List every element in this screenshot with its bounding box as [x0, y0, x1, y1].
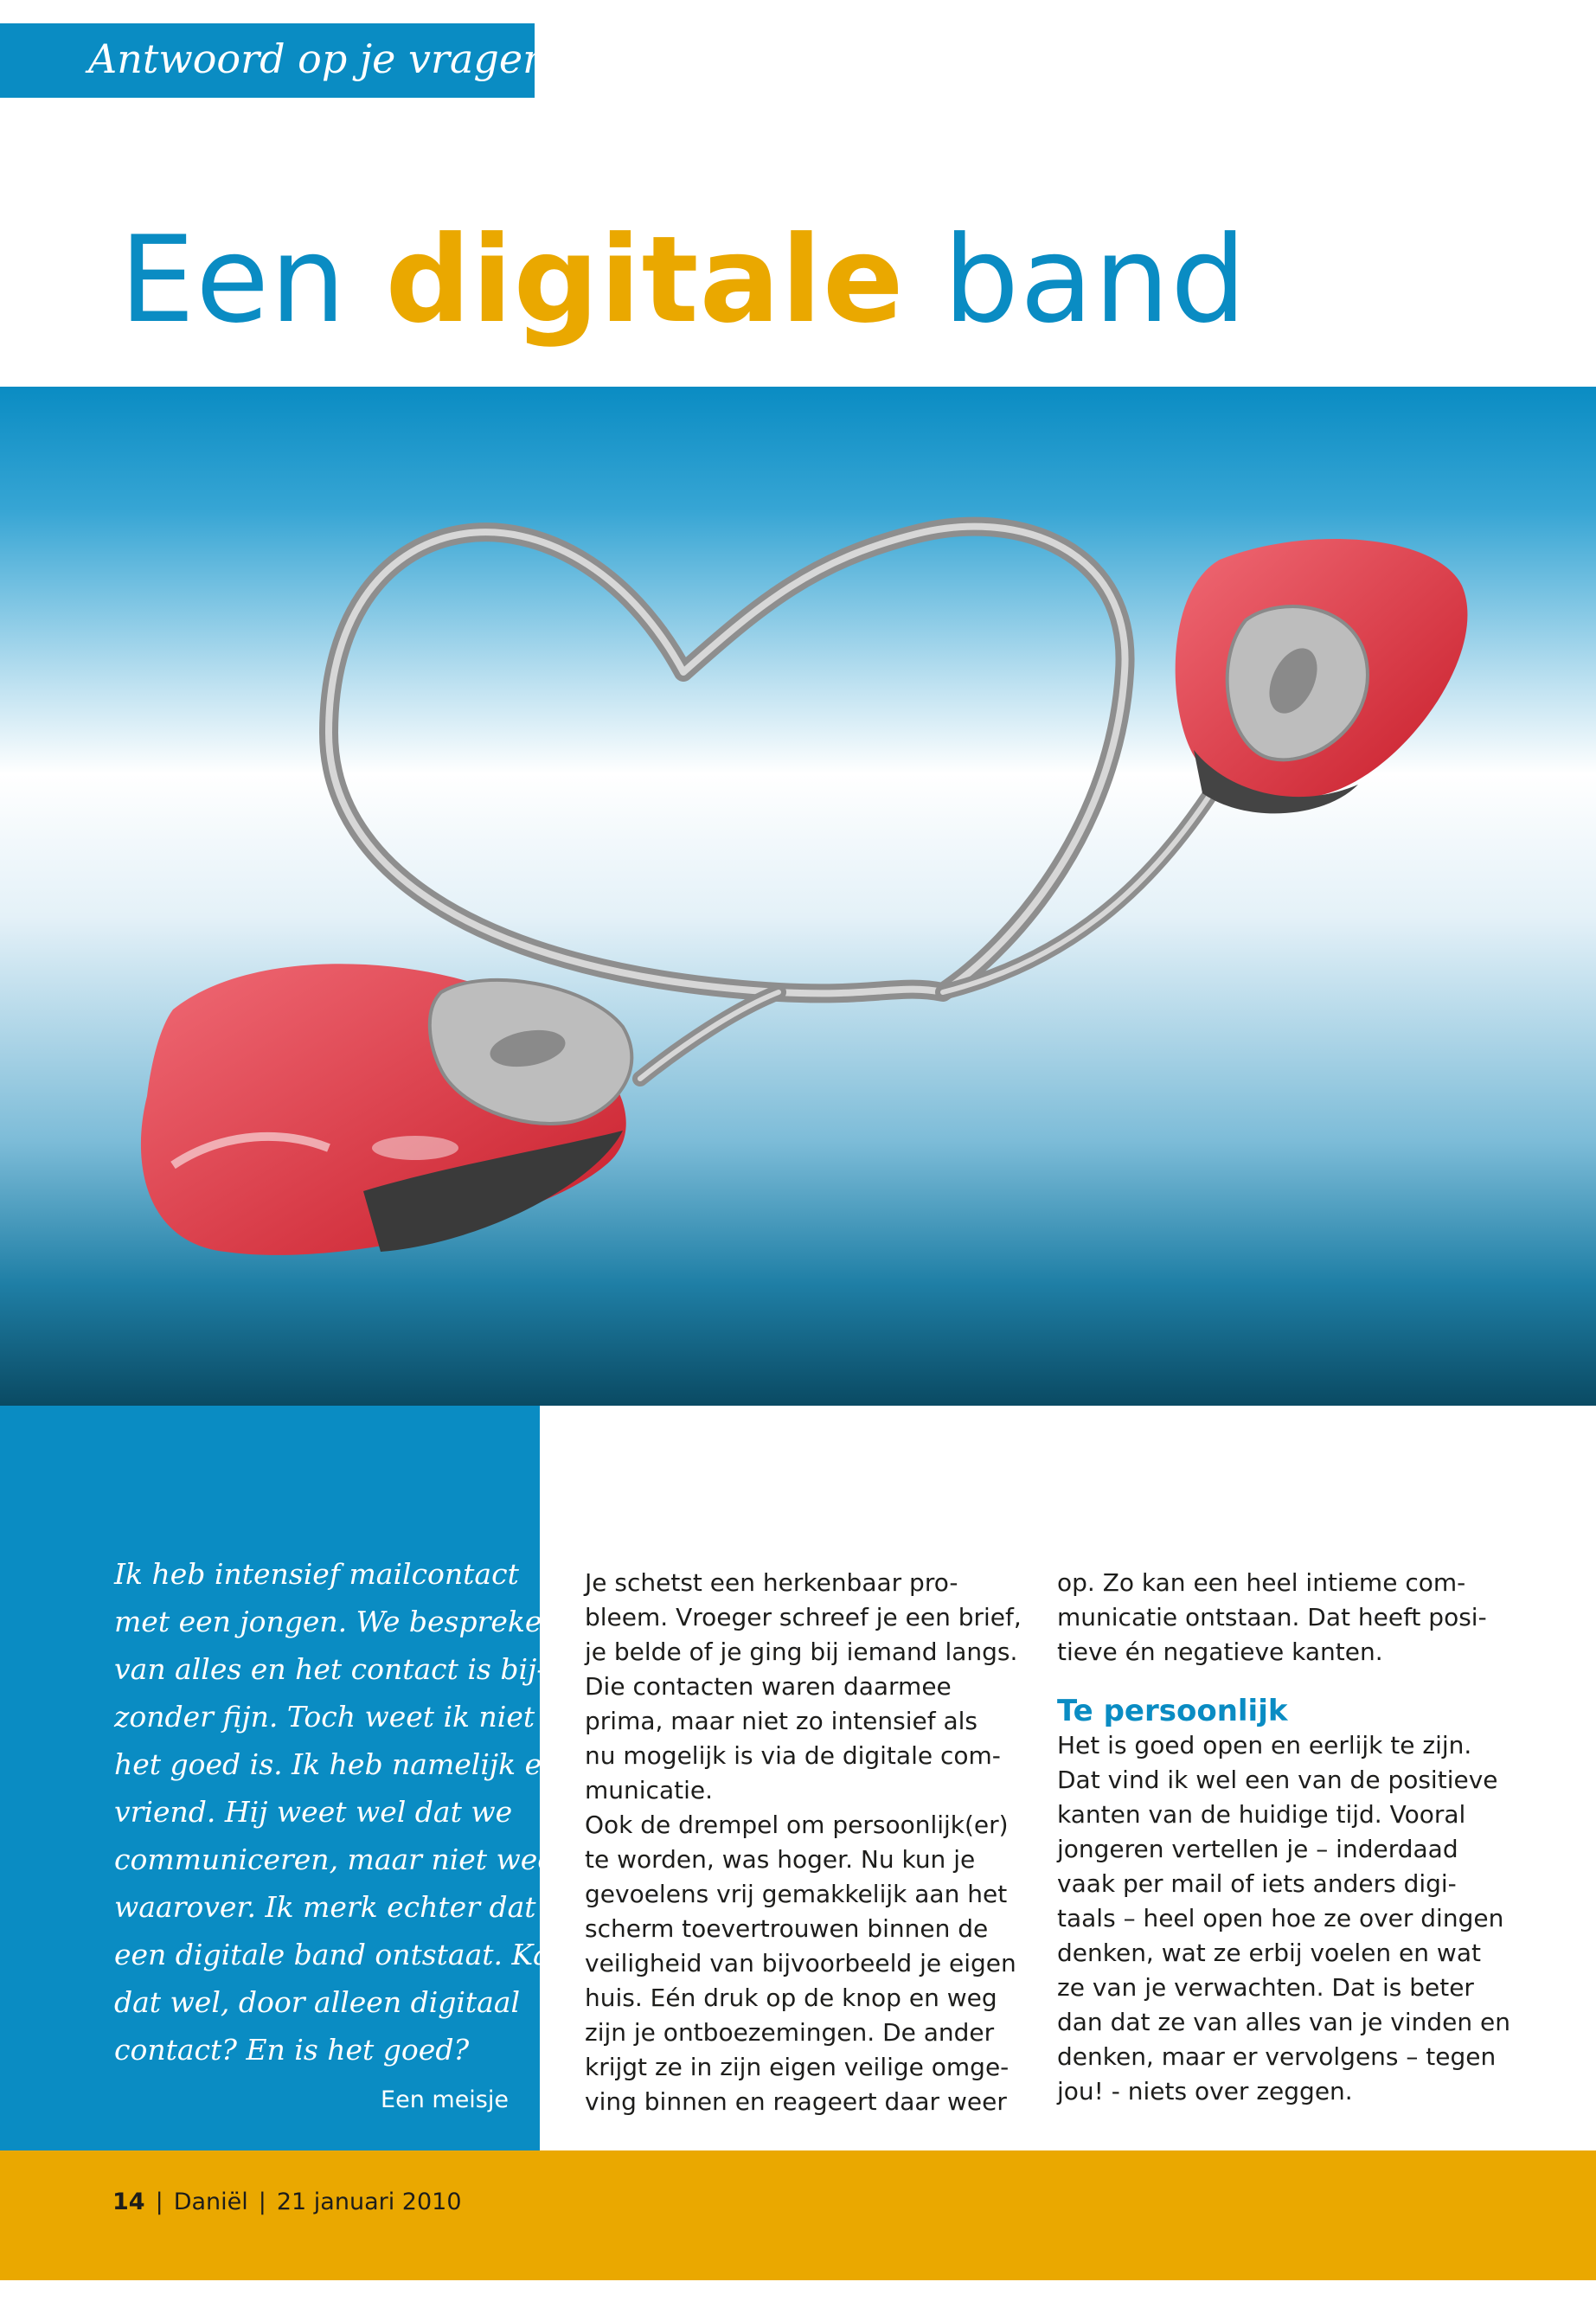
section-label: Antwoord op je vragen: [88, 35, 548, 82]
answer-line: bleem. Vroeger schreef je een brief,: [585, 1603, 1022, 1631]
publication-name: Daniël: [173, 2189, 248, 2215]
answer-line: veiligheid van bijvoorbeeld je eigen: [585, 1949, 1016, 1977]
answer-line: Je schetst een herkenbaar pro-: [585, 1568, 958, 1597]
headline-accent-word: digitale: [385, 210, 905, 349]
question-signature: Een meisje: [381, 2086, 509, 2113]
answer-line: Dat vind ik wel een van de positieve: [1057, 1766, 1498, 1794]
answer-line: zijn je ontboezemingen. De ander: [585, 2018, 995, 2047]
answer-line: kanten van de huidige tijd. Vooral: [1057, 1800, 1466, 1829]
article-headline: [119, 210, 1247, 349]
question-line: zonder fijn. Toch weet ik niet of: [114, 1700, 572, 1734]
page-footer: [112, 2189, 462, 2215]
question-line: het goed is. Ik heb namelijk een: [114, 1747, 577, 1781]
headline-part-2: band: [904, 210, 1247, 349]
answer-line: te worden, was hoger. Nu kun je: [585, 1845, 976, 1874]
answer-line: municatie.: [585, 1776, 713, 1804]
answer-line: op. Zo kan een heel intieme com-: [1057, 1568, 1466, 1597]
answer-line: tieve én negatieve kanten.: [1057, 1638, 1383, 1666]
question-line: vriend. Hij weet wel dat we: [114, 1795, 513, 1829]
footer-separator: |: [258, 2189, 266, 2215]
answer-line: je belde of je ging bij iemand langs.: [585, 1638, 1018, 1666]
answer-line: scherm toevertrouwen binnen de: [585, 1914, 989, 1943]
answer-line: ze van je verwachten. Dat is beter: [1057, 1973, 1474, 2002]
answer-line: nu mogelijk is via de digitale com-: [585, 1741, 1001, 1770]
question-line: van alles en het contact is bij-: [114, 1652, 547, 1686]
answer-line: municatie ontstaan. Dat heeft posi-: [1057, 1603, 1487, 1631]
question-line: Ik heb intensief mailcontact: [114, 1557, 519, 1591]
answer-line: gevoelens vrij gemakkelijk aan het: [585, 1880, 1008, 1908]
question-line: dat wel, door alleen digitaal: [114, 1985, 521, 2019]
headline-part-1: Een: [119, 210, 386, 349]
answer-line: denken, maar er vervolgens – tegen: [1057, 2042, 1497, 2071]
answer-line: krijgt ze in zijn eigen veilige omge-: [585, 2053, 1010, 2081]
question-line: een digitale band ontstaat. Kan: [114, 1938, 569, 1971]
question-line: communiceren, maar niet weet: [114, 1843, 567, 1876]
question-line: waarover. Ik merk echter dat er: [114, 1890, 576, 1924]
answer-line: jongeren vertellen je – inderdaad: [1057, 1835, 1458, 1863]
footer-separator: |: [155, 2189, 163, 2215]
page-number: 14: [112, 2189, 145, 2215]
answer-line: Die contacten waren daarmee: [585, 1672, 952, 1701]
answer-line: prima, maar niet zo intensief als: [585, 1707, 978, 1735]
answer-line: huis. Eén druk op de knop en weg: [585, 1984, 997, 2012]
answer-column-2: [1057, 1566, 1511, 2109]
answer-line: taals – heel open hoe ze over dingen: [1057, 1904, 1504, 1932]
answer-line: Ook de drempel om persoonlijk(er): [585, 1811, 1009, 1839]
answer-subheading: Te persoonlijk: [1057, 1694, 1288, 1728]
answer-line: denken, wat ze erbij voelen en wat: [1057, 1939, 1481, 1967]
answer-line: jou! - niets over zeggen.: [1057, 2077, 1353, 2106]
question-line: met een jongen. We bespreken: [114, 1605, 561, 1638]
answer-line: dan dat ze van alles van je vinden en: [1057, 2008, 1511, 2036]
reader-question: [114, 1550, 577, 2073]
footer-band: [0, 2150, 1596, 2280]
issue-date: 21 januari 2010: [276, 2189, 462, 2215]
question-line: contact? En is het goed?: [114, 2033, 470, 2067]
answer-column-1: [585, 1566, 1035, 2119]
answer-line: ving binnen en reageert daar weer: [585, 2087, 1007, 2116]
answer-line: vaak per mail of iets anders digi-: [1057, 1869, 1457, 1898]
section-tag: [0, 23, 548, 98]
answer-line: Het is goed open en eerlijk te zijn.: [1057, 1731, 1472, 1759]
heart-cable-mice-illustration: [0, 387, 1596, 1406]
